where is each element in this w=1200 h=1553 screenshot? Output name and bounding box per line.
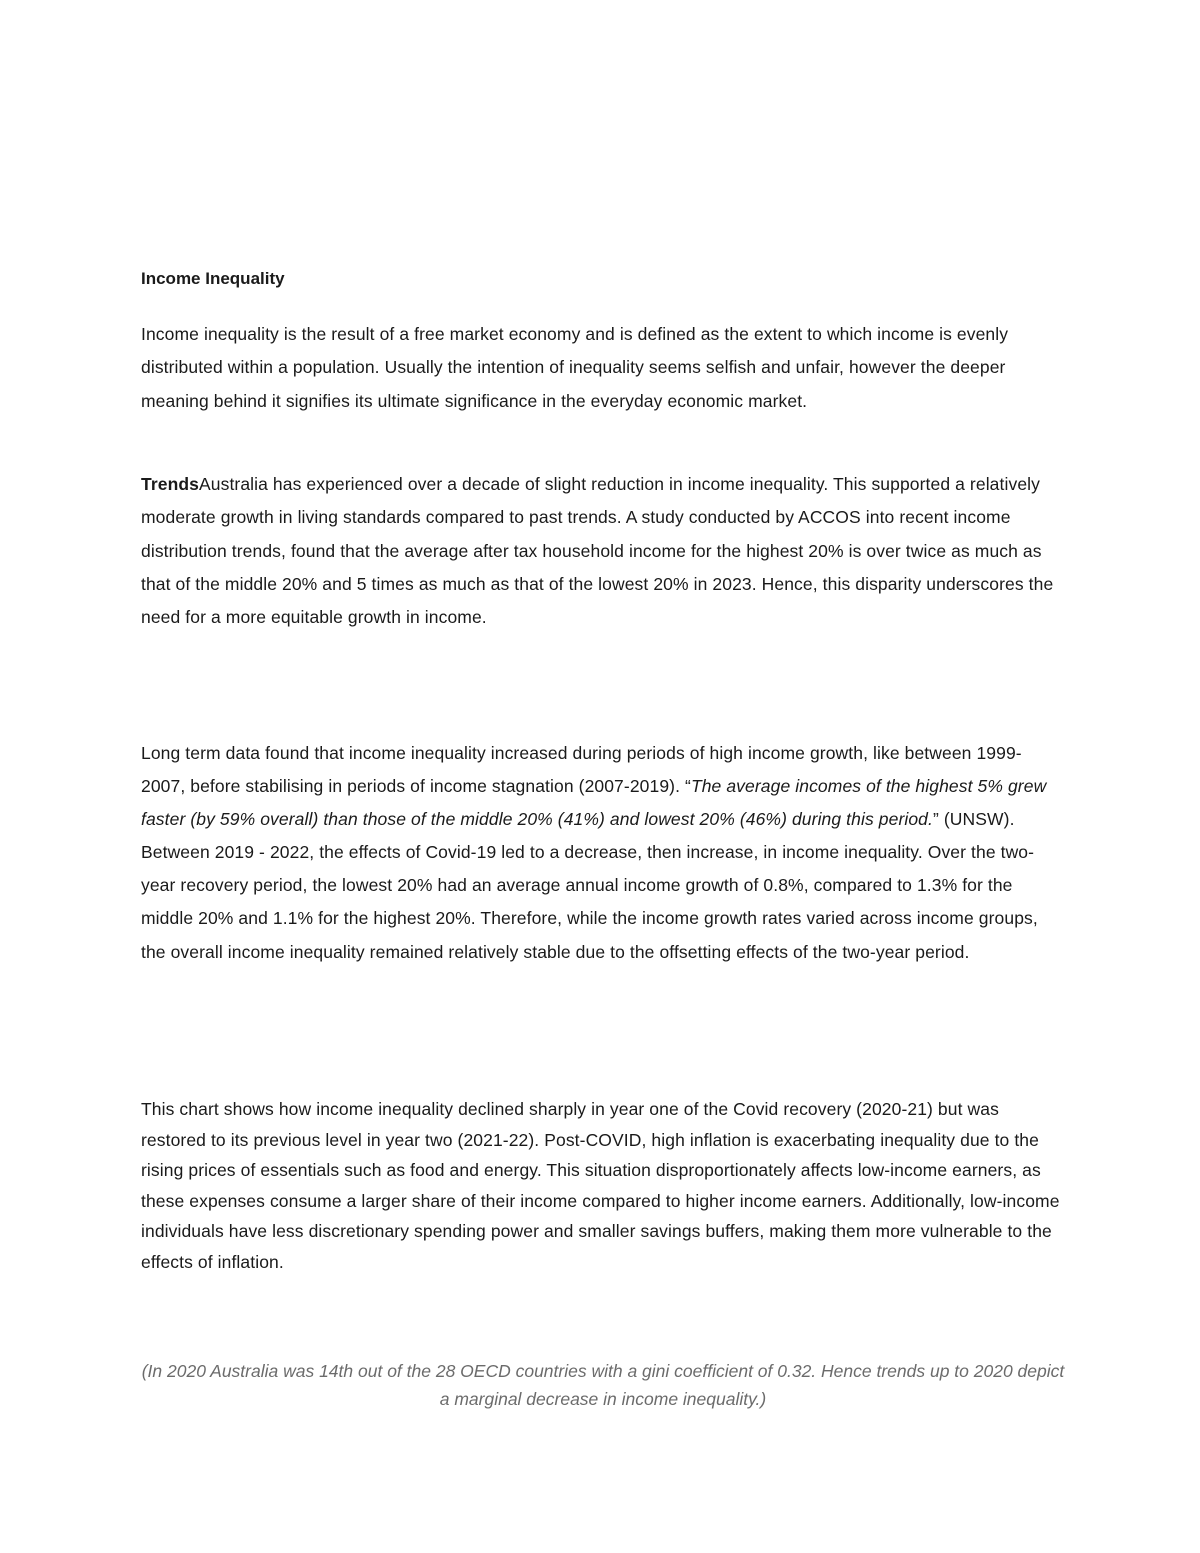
trends-lead: Trends — [141, 474, 199, 494]
long-term-text-before: Long term data found that income inequality increased during periods of high income growth, like between 1999-2007, before stabilising in periods of income stagnation (2007-2019). “ — [141, 743, 1022, 797]
unsw-quote: The average incomes of the highest 5% grew faster (by 59% overall) than those of the middle 20% (41%) and lowest 20% (46%) during this period. — [141, 776, 1047, 830]
oecd-note: (In 2020 Australia was 14th out of the 28 OECD countries with a gini coefficient of 0.32. Hence trends up to 2020 depict a marginal decrease in income inequality.) — [141, 1361, 1065, 1409]
paragraph-definition: Income inequality is the result of a free market economy and is defined as the extent to which income is evenly distributed within a population. Usually the intention of inequality seems selfish and unfair, however the deeper meaning behind it signifies its ultimate significance in the everyday economic market. — [141, 324, 1009, 411]
document-page — [141, 0, 1065, 1553]
document-heading: Income Inequality — [141, 269, 285, 288]
paragraph-chart-description: This chart shows how income inequality declined sharply in year one of the Covid recovery (2020-21) but was restored to its previous level in year two (2021-22). Post-COVID, high inflation is exacerbating inequality due to the rising prices of essentials such as food and energy. This situation disproportionately affects low-income earners, as these expenses consume a larger share of their income compared to higher income earners. Additionally, low-income individuals have less discretionary spending power and smaller savings buffers, making them more vulnerable to the effects of inflation. — [141, 1099, 1060, 1272]
paragraph-long-term-data — [141, 737, 1065, 969]
trends-text: Australia has experienced over a decade of slight reduction in income inequality. This supported a relatively moderate growth in living standards compared to past trends. A study conducted by ACCOS into recent income distribution trends, found that the average after tax household income for the highest 20% is over twice as much as that of the middle 20% and 5 times as much as that of the lowest 20% in 2023. Hence, this disparity underscores the need for a more equitable growth in income. — [141, 474, 1054, 628]
paragraph-trends — [141, 468, 1065, 634]
long-term-text-after: ” (UNSW). Between 2019 - 2022, the effects of Covid-19 led to a decrease, then increase, in income inequality. Over the two-year recovery period, the lowest 20% had an average annual income growth of 0.8%, compared to 1.3% for the middle 20% and 1.1% for the highest 20%. Therefore, while the income growth rates varied across income groups, the overall income inequality remained relatively stable due to the offsetting effects of the two-year period. — [141, 809, 1038, 962]
